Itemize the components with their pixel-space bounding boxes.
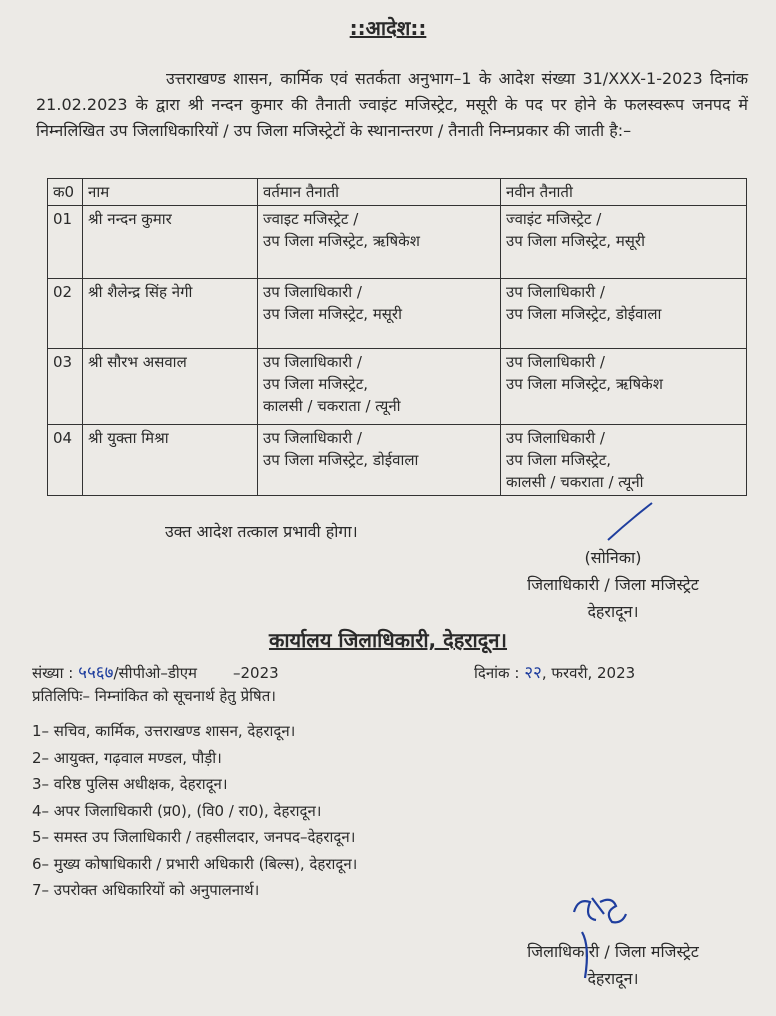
list-item: 7– उपरोक्त अधिकारियों को अनुपालनार्थ। bbox=[32, 881, 260, 899]
cell-line: उप जिला मजिस्ट्रेट, ऋषिकेश bbox=[263, 232, 420, 250]
cell-no: 01 bbox=[48, 206, 83, 279]
date-label: दिनांक : bbox=[474, 664, 520, 682]
list-item: 2– आयुक्त, गढ़वाल मण्डल, पौड़ी। bbox=[32, 748, 222, 767]
cell-line: उप जिलाधिकारी / bbox=[506, 429, 605, 447]
cell-line: उप जिला मजिस्ट्रेट, डोईवाला bbox=[506, 305, 662, 323]
office-signatory-place: देहरादून। bbox=[587, 969, 639, 988]
cell-line: उप जिला मजिस्ट्रेट, मसूरी bbox=[263, 305, 402, 323]
ref-suffix: /सीपीओ–डीएम bbox=[113, 664, 197, 682]
copy-to-line: प्रतिलिपिः– निम्नांकित को सूचनार्थ हेतु प्रेषित। bbox=[32, 687, 276, 705]
ref-year: –2023 bbox=[233, 664, 279, 682]
cell-line: उप जिला मजिस्ट्रेट, मसूरी bbox=[506, 232, 645, 250]
col-header-no: क0 bbox=[48, 179, 83, 206]
cell-name: श्री नन्दन कुमार bbox=[83, 206, 258, 279]
list-item: 6– मुख्य कोषाधिकारी / प्रभारी अधिकारी (बिल्स), देहरादून। bbox=[32, 854, 358, 873]
cell-line: कालसी / चकराता / त्यूनी bbox=[506, 473, 644, 491]
office-heading: कार्यालय जिलाधिकारी, देहरादून। bbox=[268, 628, 508, 652]
order-title: ::आदेश:: bbox=[349, 16, 427, 40]
handwritten-initials-signature bbox=[574, 898, 626, 978]
list-item: 1– सचिव, कार्मिक, उत्तराखण्ड शासन, देहरादून। bbox=[32, 722, 296, 740]
date-day: २२ bbox=[524, 663, 542, 683]
list-item: 5– समस्त उप जिलाधिकारी / तहसीलदार, जनपद–देहरादून। bbox=[32, 828, 356, 846]
cell-name: श्री शैलेन्द्र सिंह नेगी bbox=[83, 279, 258, 349]
cell-no: 02 bbox=[48, 279, 83, 349]
cell-line: उप जिलाधिकारी / bbox=[506, 353, 605, 371]
cell-line: कालसी / चकराता / त्यूनी bbox=[263, 397, 401, 415]
cell-line: उप जिलाधिकारी / bbox=[506, 283, 605, 301]
cell-line: उप जिलाधिकारी / bbox=[263, 283, 362, 301]
cell-name: श्री सौरभ असवाल bbox=[83, 349, 258, 425]
signatory-name: (सोनिका) bbox=[584, 548, 642, 567]
list-item: 4– अपर जिलाधिकारी (प्र0), (वि0 / रा0), देहरादून। bbox=[32, 801, 322, 820]
cell-line: उप जिला मजिस्ट्रेट, ऋषिकेश bbox=[506, 375, 663, 393]
cell-line: उप जिला मजिस्ट्रेट, bbox=[506, 451, 612, 469]
signatory-designation: जिलाधिकारी / जिला मजिस्ट्रेट bbox=[527, 575, 699, 594]
office-signatory-designation: जिलाधिकारी / जिला मजिस्ट्रेट bbox=[527, 942, 699, 961]
cell-line: उप जिलाधिकारी / bbox=[263, 429, 362, 447]
date-rest: , फरवरी, 2023 bbox=[541, 664, 636, 682]
col-header-new: नवीन तैनाती bbox=[501, 179, 747, 206]
cell-no: 03 bbox=[48, 349, 83, 425]
col-header-current: वर्तमान तैनाती bbox=[258, 179, 501, 206]
signatory-place: देहरादून। bbox=[587, 602, 639, 621]
cell-name: श्री युक्ता मिश्रा bbox=[83, 425, 258, 496]
cell-line: ज्वाइंट मजिस्ट्रेट / bbox=[506, 210, 602, 228]
list-item: 3– वरिष्ठ पुलिस अधीक्षक, देहरादून। bbox=[32, 775, 228, 793]
order-paragraph-text: उत्तराखण्ड शासन, कार्मिक एवं सतर्कता अनुभाग–1 के आदेश संख्या 31/XXX-1-2023 दिनांक 21.02.2023 के द्वारा श्री नन्दन कुमार की तैनाती ज्वाइंट मजिस्ट्रेट, मसूरी के पद पर होने के फलस्वरूप जनपद में निम्नलिखित उप जिलाधिकारियों / उप जिला मजिस्ट्रेटों के स्थानान्तरण / तैनाती निम्नप्रकार की जाती है:– bbox=[36, 69, 748, 140]
ref-label: संख्या : bbox=[32, 664, 74, 682]
effect-line: उक्त आदेश तत्काल प्रभावी होगा। bbox=[165, 522, 358, 541]
cell-line: उप जिला मजिस्ट्रेट, bbox=[263, 375, 369, 393]
cell-line: ज्वाइट मजिस्ट्रेट / bbox=[263, 210, 359, 228]
ref-number: ५५६७ bbox=[78, 663, 114, 683]
cell-line: उप जिलाधिकारी / bbox=[263, 353, 362, 371]
cell-line: उप जिला मजिस्ट्रेट, डोईवाला bbox=[263, 451, 419, 469]
col-header-name: नाम bbox=[83, 179, 258, 206]
signature-stroke-mark bbox=[608, 503, 652, 540]
cell-no: 04 bbox=[48, 425, 83, 496]
